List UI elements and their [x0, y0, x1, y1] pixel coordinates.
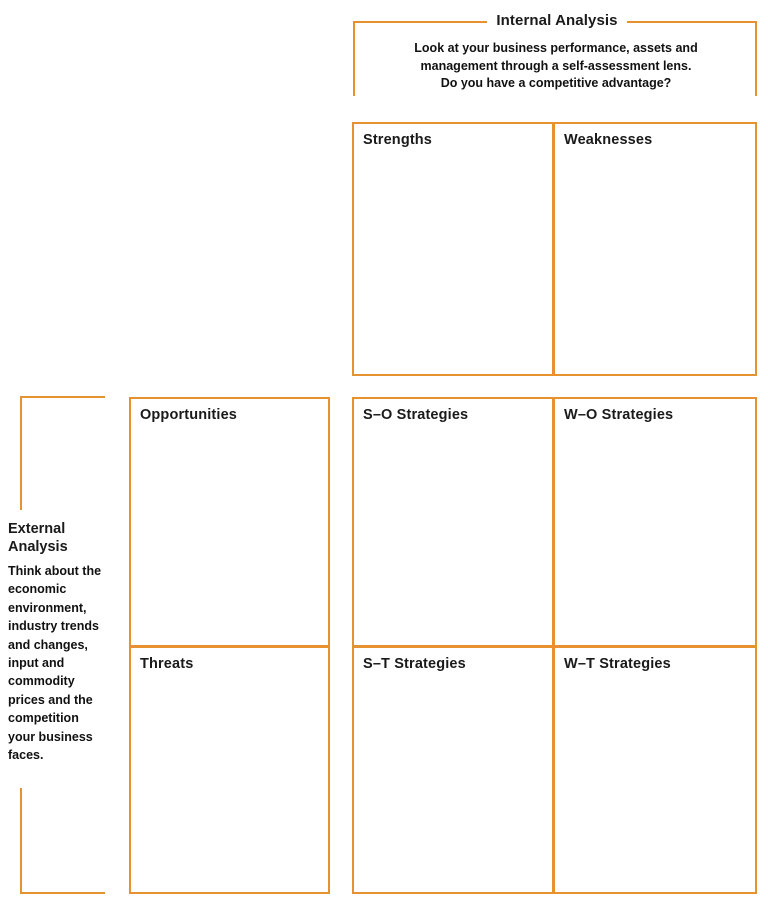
cell-so-strategies[interactable] — [352, 397, 554, 647]
external-bracket-upper-rule — [20, 396, 22, 510]
internal-analysis-title: Internal Analysis — [487, 12, 626, 29]
cell-opportunities-label: Opportunities — [140, 407, 237, 423]
cell-so-strategies-label: S–O Strategies — [363, 407, 469, 423]
external-analysis-title: External Analysis — [8, 521, 68, 555]
external-bracket-top-rule — [20, 396, 105, 398]
cell-st-strategies-label: S–T Strategies — [363, 656, 466, 672]
cell-strengths-label: Strengths — [363, 132, 433, 148]
cell-weaknesses-label: Weaknesses — [564, 132, 653, 148]
external-analysis-description: Think about the economic environment, industry trends and changes, input and commodity prices and the competition your business faces. — [8, 564, 102, 763]
cell-wt-strategies-label: W–T Strategies — [564, 656, 671, 672]
external-bracket-bottom-rule — [20, 892, 105, 894]
cell-threats[interactable] — [129, 646, 330, 894]
cell-wo-strategies-label: W–O Strategies — [564, 407, 674, 423]
internal-bracket-top-right-rule — [625, 21, 757, 23]
internal-description-line-1: Look at your business performance, assets and — [414, 41, 698, 55]
cell-opportunities[interactable] — [129, 397, 330, 647]
cell-wo-strategies[interactable] — [553, 397, 757, 647]
internal-description-line-2: management through a self-assessment lens. — [420, 58, 692, 73]
internal-bracket-top-left-rule — [353, 21, 489, 23]
cell-strengths[interactable] — [352, 122, 554, 376]
cell-threats-label: Threats — [140, 656, 194, 672]
cell-st-strategies[interactable] — [352, 646, 554, 894]
internal-bracket-left-rule — [353, 21, 355, 96]
external-bracket-lower-rule — [20, 788, 22, 894]
internal-analysis-description — [356, 40, 756, 93]
cell-weaknesses[interactable] — [553, 122, 757, 376]
cell-wt-strategies[interactable] — [553, 646, 757, 894]
internal-description-line-3: Do you have a competitive advantage? — [440, 76, 672, 90]
